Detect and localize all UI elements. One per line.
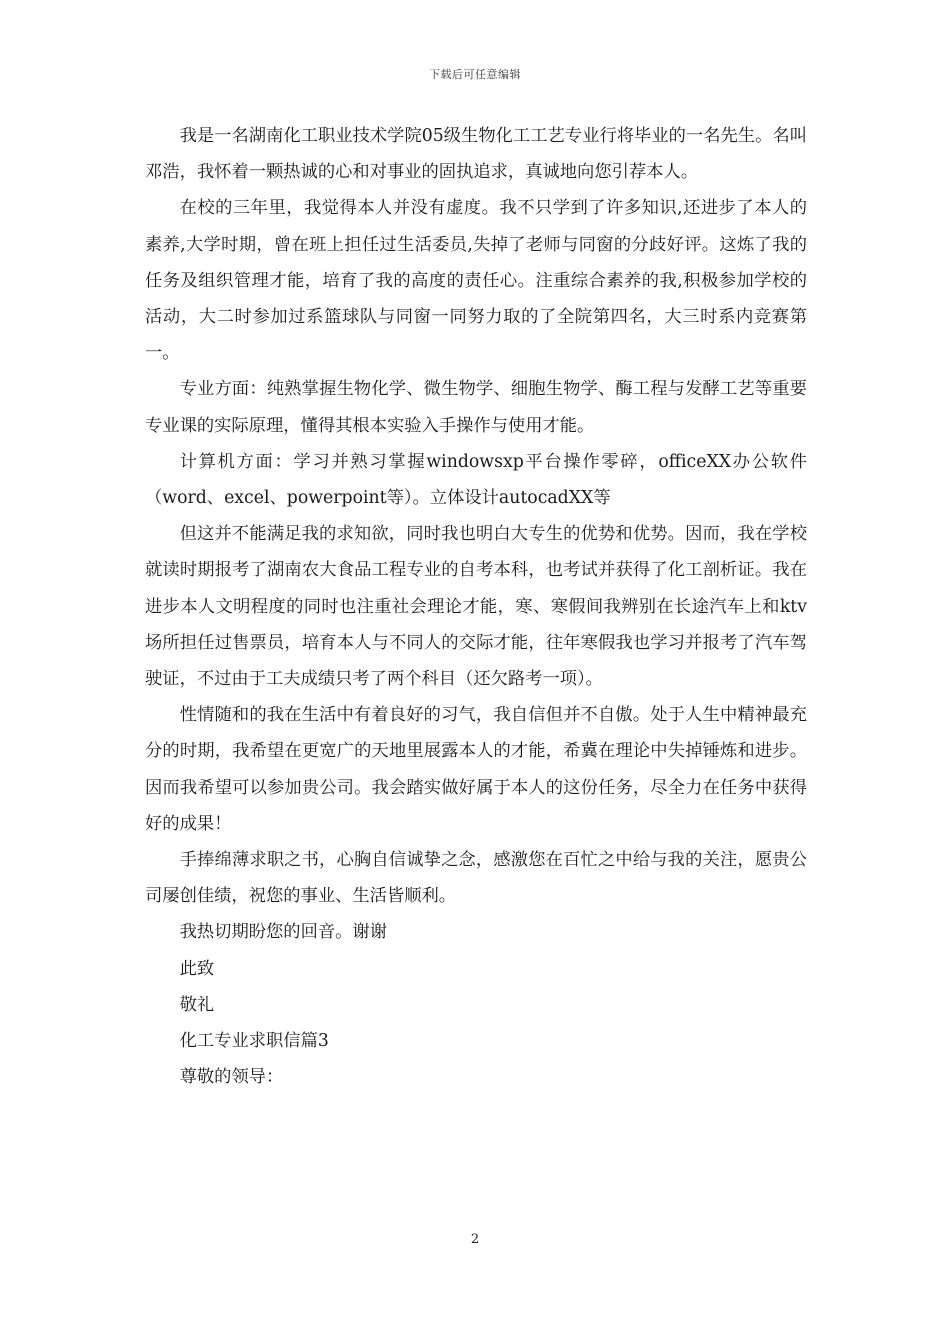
paragraph-school-experience: 在校的三年里，我觉得本人并没有虚度。我不只学到了许多知识,还进步了本人的素养,大学时期，曾在班上担任过生活委员,失掉了老师与同窗的分歧好评。这炼了我的任务及组织管理才能，培育了我的高度的责任心。注重综合素养的我,积极参加学校的活动，大二时参加过系篮球队与同窗一同努力取的了全院第四名，大三时系内竞赛第一。 bbox=[145, 198, 807, 364]
paragraph-further-study: 但这并不能满足我的求知欲，同时我也明白大专生的优势和优势。因而，我在学校就读时期报考了湖南农大食品工程专业的自考本科，也考试并获得了化工剖析证。我在进步本人文明程度的同时也注重社会理论才能，寒、寒假间我辨别在长途汽车上和ktv场所担任过售票员，培育本人与不同人的交际才能，往年寒假我也学习并报考了汽车驾驶证，不过由于工夫成绩只考了两个科目（还欠路考一项）。 bbox=[145, 524, 807, 690]
next-letter-greeting: 尊敬的领导： bbox=[179, 1067, 284, 1088]
next-letter-title: 化工专业求职信篇3 bbox=[179, 1031, 329, 1052]
paragraph-professional-skills: 专业方面：纯熟掌握生物化学、微生物学、细胞生物学、酶工程与发酵工艺等重要专业课的实际原理，懂得其根本实验入手操作与使用才能。 bbox=[145, 379, 807, 436]
paragraph-thanks: 手捧绵薄求职之书，心胸自信诚挚之念，感激您在百忙之中给与我的关注，愿贵公司屡创佳绩，祝您的事业、生活皆顺利。 bbox=[145, 850, 807, 907]
paragraph-personality: 性情随和的我在生活中有着良好的习气，我自信但并不自傲。处于人生中精神最充分的时期，我希望在更宽广的天地里展露本人的才能，希冀在理论中失掉锤炼和进步。因而我希望可以参加贵公司。我会踏实做好属于本人的这份任务，尽全力在任务中获得好的成果！ bbox=[145, 705, 807, 834]
paragraph-computer-skills: 计算机方面：学习并熟习掌握windowsxp平台操作零碎，officeXX办公软件（word、excel、powerpoint等）。立体设计autocadXX等 bbox=[145, 451, 807, 509]
closing-salute-jing-li: 敬礼 bbox=[179, 994, 215, 1015]
letter-body bbox=[145, 118, 807, 1095]
paragraph-introduction: 我是一名湖南化工职业技术学院05级生物化工工艺专业行将毕业的一名先生。名叫邓浩，我怀着一颗热诚的心和对事业的固执追求，真诚地向您引荐本人。 bbox=[145, 126, 807, 183]
closing-salute-ci-zhi: 此致 bbox=[179, 958, 215, 979]
closing-expectation: 我热切期盼您的回音。谢谢 bbox=[179, 922, 387, 943]
page-header: 下载后可任意编辑 bbox=[429, 68, 521, 81]
page-number: 2 bbox=[470, 1232, 480, 1247]
